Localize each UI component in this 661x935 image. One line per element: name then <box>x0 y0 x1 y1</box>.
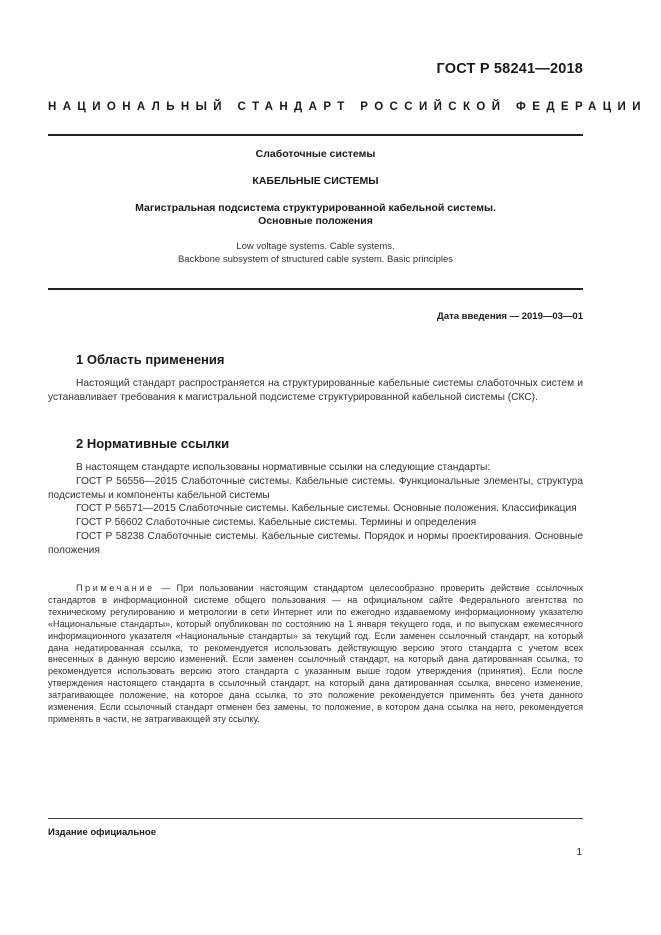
reference-item: ГОСТ Р 56556—2015 Слаботочные системы. Кабельные системы. Функциональные элементы, структура подсистемы и компоненты кабельной системы <box>48 475 583 501</box>
official-edition-label: Издание официальное <box>48 827 156 838</box>
reference-item: ГОСТ Р 56602 Слаботочные системы. Кабельные системы. Термины и определения <box>76 517 477 529</box>
note-text: — При пользовании настоящим стандартом целесообразно проверить действие ссылочных стандартов в информационной системе общего пользования — на официальном сайте Федерального агентства по техническому регулированию и метрологии в сети Интернет или по ежегодно издаваемому информационному указателю «Национальные стандарты», который опубликован по состоянию на 1 января текущего года, и по выпускам ежемесячного информационного указателя «Национальные стандарты» за текущий год. Если заменен ссылочный стандарт, на который дана недатированная ссылка, то рекомендуется использовать действующую версию этого стандарта с учетом всех внесенных в данную версию изменений. Если заменен ссылочный стандарт, на который дана датированная ссылка, то рекомендуется использовать версию этого стандарта с указанным выше годом утверждения (принятия). Если после утверждения настоящего стандарта в ссылочный стандарт, на который дана датированная ссылка, внесено изменение, затрагивающее положение, на которое дана ссылка, то это положение рекомендуется применять без учета данного изменения. Если ссылочный стандарт отменен без замены, то положение, в котором дана ссылка на него, рекомендуется применять в части, не затрагивающей эту ссылку. <box>48 583 583 724</box>
page-number: 1 <box>576 847 582 858</box>
gost-number: ГОСТ Р 58241—2018 <box>436 61 583 77</box>
top-divider <box>48 134 583 136</box>
introduction-date: Дата введения — 2019—03—01 <box>437 311 583 322</box>
series-title: Слаботочные системы <box>255 148 376 160</box>
section-2-body <box>48 461 583 558</box>
note-label: Примечание <box>76 583 155 593</box>
section-1-heading: 1 Область применения <box>76 352 225 367</box>
title-divider <box>48 288 583 290</box>
english-title-line-1: Low voltage systems. Cable systems. <box>236 241 395 252</box>
subtitle <box>48 202 583 228</box>
section-2-heading: 2 Нормативные ссылки <box>76 436 230 451</box>
subtitle-line-2: Основные положения <box>258 215 373 227</box>
references-note <box>48 583 583 726</box>
section-1-text: Настоящий стандарт распространяется на структурированные кабельные системы слаботочных систем и устанавливает требования к магистральной подсистеме структурированной кабельной системы (СКС). <box>48 378 583 403</box>
subtitle-line-1: Магистральная подсистема структурированной кабельной системы. <box>135 202 496 214</box>
main-title: КАБЕЛЬНЫЕ СИСТЕМЫ <box>252 175 379 187</box>
reference-item: ГОСТ Р 58238 Слаботочные системы. Кабельные системы. Порядок и нормы проектирования. Основные положения <box>48 530 583 556</box>
english-title <box>48 240 583 266</box>
references-intro: В настоящем стандарте использованы нормативные ссылки на следующие стандарты: <box>76 462 491 473</box>
english-title-line-2: Backbone subsystem of structured cable system. Basic principles <box>177 254 454 265</box>
reference-item: ГОСТ Р 56571—2015 Слаботочные системы. Кабельные системы. Основные положения. Классификация <box>76 503 577 515</box>
national-standard-title: НАЦИОНАЛЬНЫЙ СТАНДАРТ РОССИЙСКОЙ ФЕДЕРАЦИИ <box>48 101 647 113</box>
footer-divider <box>48 818 583 819</box>
